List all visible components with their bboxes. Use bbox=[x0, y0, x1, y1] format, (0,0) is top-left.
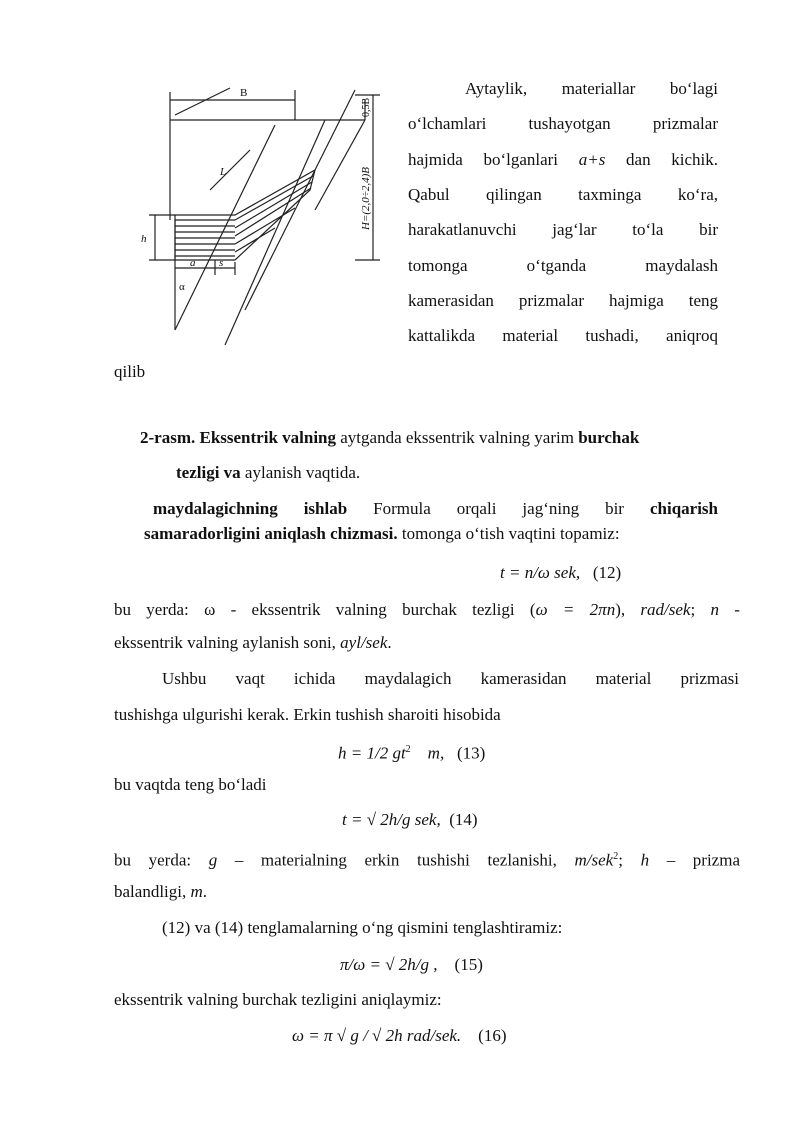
figure-label-half-b: 0,5B bbox=[361, 97, 372, 117]
paragraph-2-line-1: Ushbu vaqt ichida maydalagich kamerasidan material prizmasi bbox=[162, 669, 739, 688]
figure-label-h: h bbox=[141, 233, 147, 245]
caption-line-4: samaradorligini aniqlash chizmasi. tomonga o‘tish vaqtini topamiz: bbox=[144, 524, 620, 543]
figure-label-s: s bbox=[219, 257, 224, 269]
paragraph-6-line-1: ekssentrik valning burchak tezligini aniqlaymiz: bbox=[114, 990, 442, 1009]
figure-label-a: a bbox=[190, 257, 196, 269]
paragraph-3-line-1: bu vaqtda teng bo‘ladi bbox=[114, 775, 267, 794]
intro-line-4: Qabul qilingan taxminga ko‘ra, bbox=[408, 185, 718, 204]
paragraph-4-line-2: balandligi, m. bbox=[114, 882, 208, 901]
figure-label-b: B bbox=[240, 87, 248, 99]
equation-16: ω = π √ g / √ 2h rad/sek. (16) bbox=[292, 1026, 507, 1045]
figure-label-alpha: α bbox=[179, 281, 185, 293]
equation-12: t = n/ω sek, (12) bbox=[500, 563, 622, 582]
crusher-chamber-figure bbox=[135, 80, 385, 345]
intro-line-8: kattalikda material tushadi, aniqroq bbox=[408, 326, 718, 345]
caption-line-1: 2-rasm. Ekssentrik valning aytganda ekssentrik valning yarim burchak bbox=[140, 428, 640, 447]
equation-14: t = √ 2h/g sek, (14) bbox=[342, 810, 478, 829]
paragraph-2-line-2: tushishga ulgurishi kerak. Erkin tushish sharoiti hisobida bbox=[114, 705, 501, 724]
intro-line-3: hajmida bo‘lganlari a+s dan kichik. bbox=[408, 150, 718, 169]
crusher-diagram bbox=[135, 80, 385, 345]
paragraph-4-line-1: bu yerda: g – materialning erkin tushishi tezlanishi, m/sek$^2$; h – prizma bbox=[114, 850, 740, 870]
figure-label-height: H=(2,0÷2,4)B bbox=[360, 167, 372, 230]
figure-label-l: L bbox=[220, 166, 227, 178]
intro-line-7: kamerasidan prizmalar hajmiga teng bbox=[408, 291, 718, 310]
paragraph-1-line-2: ekssentrik valning aylanish soni, ayl/sek. bbox=[114, 633, 392, 652]
intro-line-5: harakatlanuvchi jag‘lar to‘la bir bbox=[408, 220, 718, 239]
paragraph-5-line-1: (12) va (14) tenglamalarning o‘ng qismini tenglashtiramiz: bbox=[162, 918, 563, 937]
intro-line-1: Aytaylik, materiallar bo‘lagi bbox=[465, 79, 718, 98]
equation-13: h = 1/2 $gt^2$ m, (13) bbox=[338, 743, 486, 763]
caption-line-3: maydalagichning ishlab Formula orqali jag‘ning bir chiqarish bbox=[153, 499, 718, 518]
equation-15: π/ω = √ 2h/g , (15) bbox=[340, 955, 483, 974]
intro-line-6: tomonga o‘tganda maydalash bbox=[408, 256, 718, 275]
intro-line-2: o‘lchamlari tushayotgan prizmalar bbox=[408, 114, 718, 133]
intro-line-9: qilib bbox=[114, 362, 146, 381]
caption-line-2: tezligi va aylanish vaqtida. bbox=[176, 463, 361, 482]
paragraph-1-line-1: bu yerda: ω - ekssentrik valning burchak tezligi (ω = 2πn), rad/sek; n - bbox=[114, 600, 740, 619]
